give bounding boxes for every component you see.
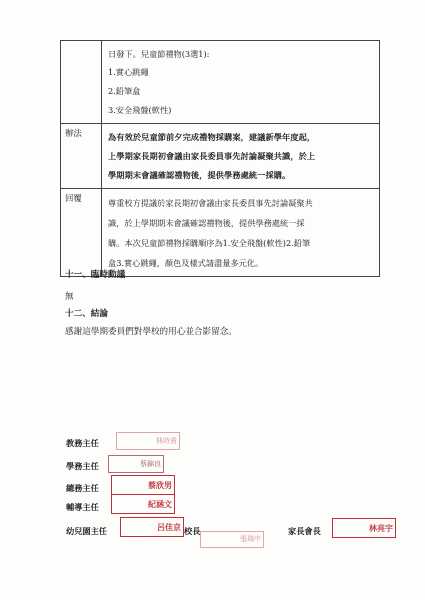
proposal-table — [60, 40, 380, 277]
jiaowu-stamp — [116, 432, 180, 450]
gift-option-line: 1.實心跳繩 — [108, 67, 149, 78]
jiaowu-label: 教務主任 — [66, 438, 99, 448]
reply-line: 購。本次兒童節禮物採購順序為1.安全飛盤(軟性)2.鉛筆 — [108, 237, 311, 248]
xuewu-label: 學務主任 — [66, 461, 99, 471]
gift-intro-line: 日發下。兒童節禮物(3選1): — [108, 48, 210, 59]
section-11-title: 十一、臨時動議 — [65, 270, 126, 280]
principal-stamp — [200, 531, 264, 548]
parent-stamp-text: 林亮宇 — [369, 522, 393, 533]
reply-line: 識，於上學期期末會議確認禮物後，提供學務處統一採 — [108, 217, 305, 228]
principal-stamp-text: 張瑞中 — [240, 535, 261, 543]
fudao-stamp — [111, 494, 175, 514]
method-line: 為有效於兒童節前夕完成禮物採購案，建議新學年度起， — [108, 132, 316, 143]
reply-line: 盒3.實心跳繩，顏色及樣式請盡量多元化。 — [108, 257, 264, 268]
reply-cell — [102, 189, 380, 277]
gift-list-cell — [102, 41, 380, 124]
xuewu-stamp-text: 蔡錦良 — [140, 459, 161, 468]
zongwu-stamp — [111, 475, 175, 495]
jiaowu-stamp-text: 林時貴 — [156, 436, 177, 445]
fudao-stamp-text: 紀涵文 — [148, 498, 172, 509]
method-cell — [102, 124, 380, 189]
fudao-label: 輔導主任 — [66, 502, 99, 512]
table-row — [61, 189, 380, 277]
gift-option-line: 3.安全飛盤(軟性) — [108, 105, 172, 116]
empty-label-cell — [61, 41, 102, 124]
youer-stamp-text: 呂佳京 — [157, 521, 181, 532]
parent-label: 家長會長 — [288, 526, 321, 536]
table-row — [61, 41, 380, 124]
parent-stamp — [332, 518, 396, 538]
youer-label: 幼兒園主任 — [66, 526, 107, 536]
reply-label: 回覆 — [61, 189, 102, 277]
table-row — [61, 124, 380, 189]
method-line: 學期期末會議確認禮物後，提供學務處統一採購。 — [108, 170, 291, 181]
principal-label: 校長 — [184, 526, 201, 536]
xuewu-stamp — [108, 455, 164, 473]
zongwu-label: 總務主任 — [66, 483, 99, 493]
youer-stamp — [120, 517, 184, 537]
section-12-body: 感謝這學期委員們對學校的用心並合影留念。 — [65, 327, 237, 337]
section-12-title: 十二、結論 — [65, 309, 108, 319]
reply-line: 尊重校方提議於家長期初會議由家長委員事先討論凝聚共 — [108, 197, 313, 208]
method-line: 上學期家長期初會議由家長委員事先討論凝聚共識，於上 — [108, 151, 316, 162]
section-11-body: 無 — [65, 292, 74, 302]
gift-option-line: 2.鉛筆盒 — [108, 86, 141, 97]
zongwu-stamp-text: 蔡欣男 — [148, 479, 172, 490]
method-label: 辦法 — [61, 124, 102, 189]
